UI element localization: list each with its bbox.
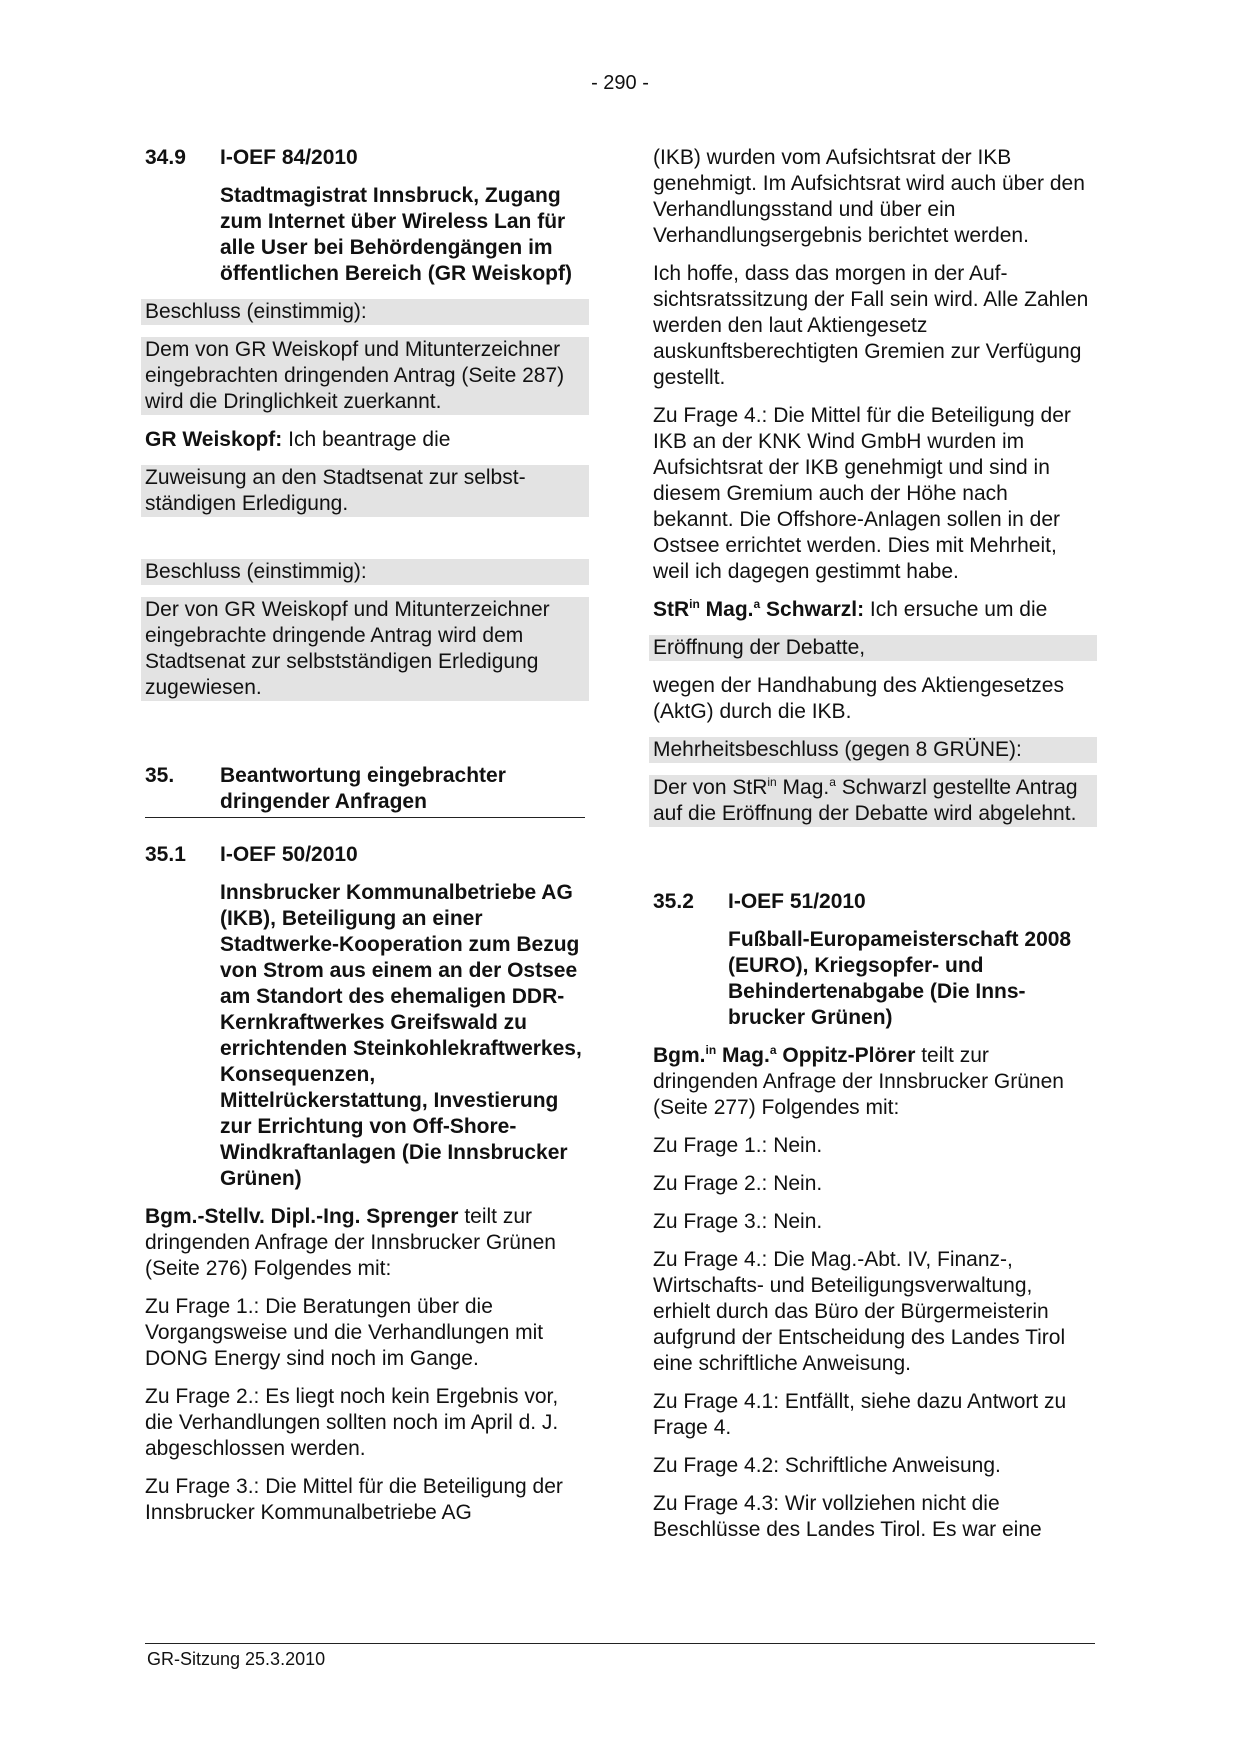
page-number: - 290 -: [591, 72, 649, 94]
answer-question-1: Zu Frage 1.: Die Beratungen über die Vorgangsweise und die Verhandlungen mit DONG Energy sind noch im Gange.: [145, 1295, 544, 1370]
beschluss-label: Beschluss (einstimmig):: [141, 299, 589, 325]
speaker-paragraph: [145, 427, 585, 453]
section-35-2-heading: [653, 889, 1093, 915]
beschluss-text: Der von GR Weiskopf und Mitunterzeichner eingebrachte dringende Antrag wird dem Stadtsenat zur selbstständigen Erledigung zugewiesen.: [141, 597, 589, 701]
answer-question-2: Zu Frage 2.: Es liegt noch kein Ergebnis vor, die Verhandlungen sollten noch im April d. J. abgeschlossen werden.: [145, 1385, 559, 1460]
answer-question-4: Zu Frage 4.: Die Mittel für die Beteiligung der IKB an der KNK Wind GmbH wurden im Aufsichtsrat der IKB genehmigt und sind in diesem Gremium auch der Höhe nach bekannt. Die Offshore-Anlagen sollen in der Ostsee errichtet werden. Dies mit Mehrheit, weil ich dagegen gestimmt habe.: [653, 404, 1071, 583]
section-number: 35.1: [145, 843, 186, 866]
section-34-9-heading: [145, 145, 585, 171]
speaker-text: Ich beantrage die: [282, 428, 451, 451]
section-code: I-OEF 84/2010: [220, 146, 358, 169]
footer-divider: [145, 1643, 1095, 1644]
intro-text: teilt zur dringenden Anfrage der Innsbrucker Grünen (Seite 277) Folgendes mit:: [653, 1044, 1064, 1119]
section-code: I-OEF 50/2010: [220, 843, 358, 866]
section-35-1-heading: [145, 842, 585, 868]
section-number: 35.2: [653, 890, 694, 913]
continuation-text: (IKB) wurden vom Aufsichtsrat der IKB genehmigt. Im Aufsichtsrat wird auch über den Verhandlungsstand und über ein Verhandlungsergebnis berichtet werden.: [653, 146, 1085, 247]
speaker-name: Bgm.$^{in}$ Mag.$^a$ Oppitz-Plörer: [653, 1043, 916, 1067]
speaker-name: Bgm.-Stellv. Dipl.-Ing. Sprenger: [145, 1205, 459, 1228]
section-35-heading: [145, 763, 585, 818]
section-code: I-OEF 51/2010: [728, 890, 866, 913]
speaker-name: GR Weiskopf:: [145, 428, 283, 451]
speaker-name: StR$^{in}$ Mag.$^a$ Schwarzl:: [653, 597, 865, 621]
beschluss-label: Beschluss (einstimmig):: [141, 559, 589, 585]
intro-text: teilt zur dringenden Anfrage der Innsbrucker Grünen (Seite 276) Folgendes mit:: [145, 1205, 556, 1280]
beschluss-text: Dem von GR Weiskopf und Mitunterzeichner eingebrachten dringenden Antrag (Seite 287) wird die Dringlichkeit zuerkannt.: [141, 337, 589, 415]
right-column: [653, 145, 1093, 1555]
answer-intro: [145, 1204, 585, 1282]
answer-question-1: Zu Frage 1.: Nein.: [653, 1134, 823, 1157]
answer-intro: [653, 1043, 1093, 1121]
answer-question-3: Zu Frage 3.: Die Mittel für die Beteiligung der Innsbrucker Kommunalbetriebe AG: [145, 1475, 563, 1524]
section-number: 35.: [145, 764, 175, 787]
request-text: Zuweisung an den Stadtsenat zur selbstständigen Erledigung.: [141, 465, 589, 517]
continuation-text: Ich hoffe, dass das morgen in der Aufsichtsratssitzung der Fall sein wird. Alle Zahlen werden den laut Aktiengesetz auskunftsberechtigten Gremien zur Verfügung gestellt.: [653, 262, 1089, 389]
beschluss-text: Der von StR$^{in}$ Mag.$^a$ Schwarzl gestellte Antrag auf die Eröffnung der Debatte wird abgelehnt.: [649, 775, 1097, 827]
speaker-paragraph: [653, 597, 1093, 623]
beschluss-label: Mehrheitsbeschluss (gegen 8 GRÜNE):: [649, 737, 1097, 763]
answer-question-4-2: Zu Frage 4.2: Schriftliche Anweisung.: [653, 1454, 1001, 1477]
debate-request: Eröffnung der Debatte,: [649, 635, 1097, 661]
section-title: Stadtmagistrat Innsbruck, Zugang zum Internet über Wireless Lan für alle User bei Behördengängen im öffentlichen Bereich (GR Weiskopf): [220, 184, 572, 285]
left-column: [145, 145, 585, 1538]
section-number: 34.9: [145, 146, 186, 169]
answer-question-4-3: Zu Frage 4.3: Wir vollziehen nicht die Beschlüsse des Landes Tirol. Es war eine: [653, 1492, 1042, 1541]
answer-question-4-1: Zu Frage 4.1: Entfällt, siehe dazu Antwort zu Frage 4.: [653, 1390, 1067, 1439]
reason-text: wegen der Handhabung des Aktiengesetzes (AktG) durch die IKB.: [653, 674, 1064, 723]
answer-question-4: Zu Frage 4.: Die Mag.-Abt. IV, Finanz-, Wirtschafts- und Beteiligungsverwaltung, erhielt durch das Büro der Bürgermeisterin aufgrund der Entscheidung des Landes Tirol eine schriftliche Anweisung.: [653, 1248, 1066, 1375]
footer: GR-Sitzung 25.3.2010: [147, 1649, 326, 1669]
speaker-text: Ich ersuche um die: [864, 598, 1048, 621]
section-title: Beantwortung eingebrachter dringender Anfragen: [220, 764, 506, 813]
section-title: Fußball-Europameisterschaft 2008 (EURO), Kriegsopfer- und Behindertenabgabe (Die Innsbrucker Grünen): [728, 928, 1072, 1029]
answer-question-2: Zu Frage 2.: Nein.: [653, 1172, 823, 1195]
answer-question-3: Zu Frage 3.: Nein.: [653, 1210, 823, 1233]
section-title: Innsbrucker Kommunalbetriebe AG (IKB), Beteiligung an einer Stadtwerke-Kooperation zum Bezug von Strom aus einem an der Ostsee am Standort des ehemaligen DDR-Kernkraftwerkes Greifswald zu errichtenden Steinkohlekraftwerkes, Konsequenzen, Mittelrückerstattung, Investierung zur Errichtung von Off-Shore-Windkraftanlagen (Die Innsbrucker Grünen): [220, 881, 582, 1190]
